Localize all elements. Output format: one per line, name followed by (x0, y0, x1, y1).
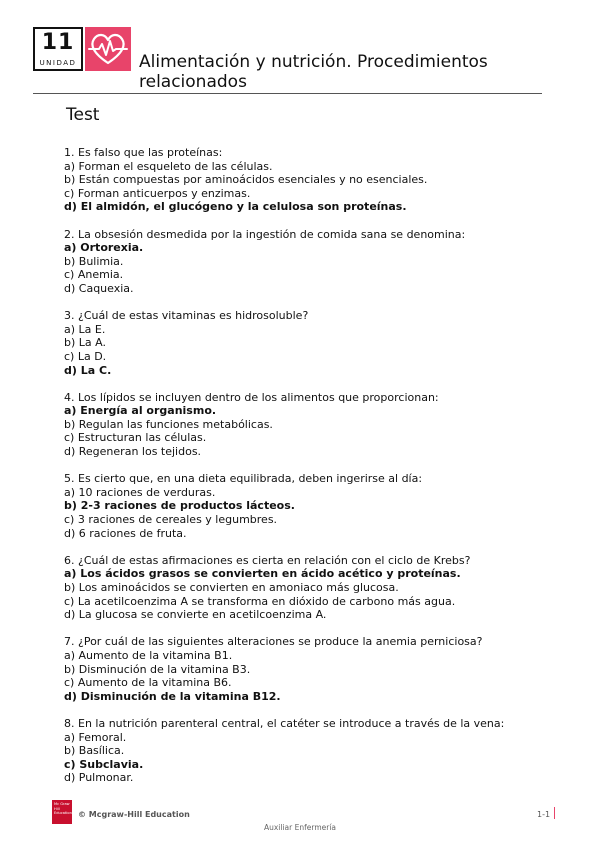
answer-option: a) La E. (64, 322, 106, 336)
answer-option: d) Disminución de la vitamina B12. (64, 689, 281, 703)
copyright-text: © Mcgraw-Hill Education (78, 810, 190, 819)
question-prompt: 7. ¿Por cuál de las siguientes alteraciones se produce la anemia perniciosa? (64, 635, 483, 649)
section-title: Test (66, 105, 100, 125)
question (64, 391, 564, 459)
answer-option: d) Caquexia. (64, 281, 134, 295)
publisher-logo: Mc Graw Hill Education (52, 800, 72, 824)
question-prompt: 4. Los lípidos se incluyen dentro de los alimentos que proporcionan: (64, 390, 439, 404)
answer-option: d) 6 raciones de fruta. (64, 526, 187, 540)
answer-option: c) 3 raciones de cereales y legumbres. (64, 513, 278, 527)
answer-option: a) Ortorexia. (64, 241, 144, 255)
answer-option: d) El almidón, el glucógeno y la celulosa son proteínas. (64, 200, 407, 214)
answer-option: d) Pulmonar. (64, 771, 134, 785)
answer-option: c) Subclavia. (64, 757, 144, 771)
answer-option: b) Basílica. (64, 744, 125, 758)
answer-option: b) Disminución de la vitamina B3. (64, 662, 251, 676)
question (64, 228, 564, 296)
answer-option: d) Regeneran los tejidos. (64, 445, 202, 459)
question (64, 146, 564, 214)
answer-option: b) 2-3 raciones de productos lácteos. (64, 499, 295, 513)
question (64, 309, 564, 377)
answer-option: d) La C. (64, 363, 112, 377)
question-prompt: 5. Es cierto que, en una dieta equilibrada, deben ingerirse al día: (64, 472, 423, 486)
answer-option: d) La glucosa se convierte en acetilcoenzima A. (64, 608, 327, 622)
answer-option: a) Los ácidos grasos se convierten en ácido acético y proteínas. (64, 567, 461, 581)
answer-option: b) Regulan las funciones metabólicas. (64, 417, 273, 431)
question-list (64, 146, 564, 799)
heart-pulse-icon (85, 27, 131, 71)
answer-option: b) Los aminoácidos se convierten en amoniaco más glucosa. (64, 581, 399, 594)
answer-option: a) Energía al organismo. (64, 404, 217, 418)
question-prompt: 2. La obsesión desmedida por la ingestión de comida sana se denomina: (64, 227, 466, 241)
answer-option: a) Forman el esqueleto de las células. (64, 159, 273, 173)
question (64, 554, 564, 622)
question-prompt: 8. En la nutrición parenteral central, el catéter se introduce a través de la vena: (64, 716, 505, 730)
answer-option: c) La acetilcoenzima A se transforma en dióxido de carbono más agua. (64, 594, 456, 608)
answer-option: a) 10 raciones de verduras. (64, 485, 216, 499)
answer-option: c) Anemia. (64, 268, 124, 282)
question-prompt: 6. ¿Cuál de estas afirmaciones es cierta en relación con el ciclo de Krebs? (64, 553, 471, 567)
page-number: 1-1 (537, 810, 551, 819)
question (64, 472, 564, 540)
answer-option: b) Bulimia. (64, 254, 124, 268)
answer-option: c) Forman anticuerpos y enzimas. (64, 186, 251, 200)
answer-option: a) Femoral. (64, 730, 127, 744)
answer-option: b) La A. (64, 336, 106, 350)
question (64, 635, 564, 703)
answer-option: a) Aumento de la vitamina B1. (64, 648, 233, 662)
question-prompt: 3. ¿Cuál de estas vitaminas es hidrosoluble? (64, 309, 309, 323)
unit-label: UNIDAD (39, 59, 77, 67)
answer-option: b) Están compuestas por aminoácidos esenciales y no esenciales. (64, 173, 428, 187)
question-prompt: 1. Es falso que las proteínas: (64, 146, 223, 159)
unit-number: 11 (41, 30, 75, 55)
unit-badge (33, 27, 83, 71)
page-number-divider (554, 807, 555, 819)
answer-option: c) Aumento de la vitamina B6. (64, 676, 232, 690)
course-name: Auxiliar Enfermería (263, 823, 337, 832)
question (64, 717, 564, 785)
answer-option: c) La D. (64, 349, 107, 363)
answer-option: c) Estructuran las células. (64, 431, 207, 445)
chapter-title: Alimentación y nutrición. Procedimientos relacionados (139, 52, 488, 92)
title-divider (33, 93, 542, 94)
